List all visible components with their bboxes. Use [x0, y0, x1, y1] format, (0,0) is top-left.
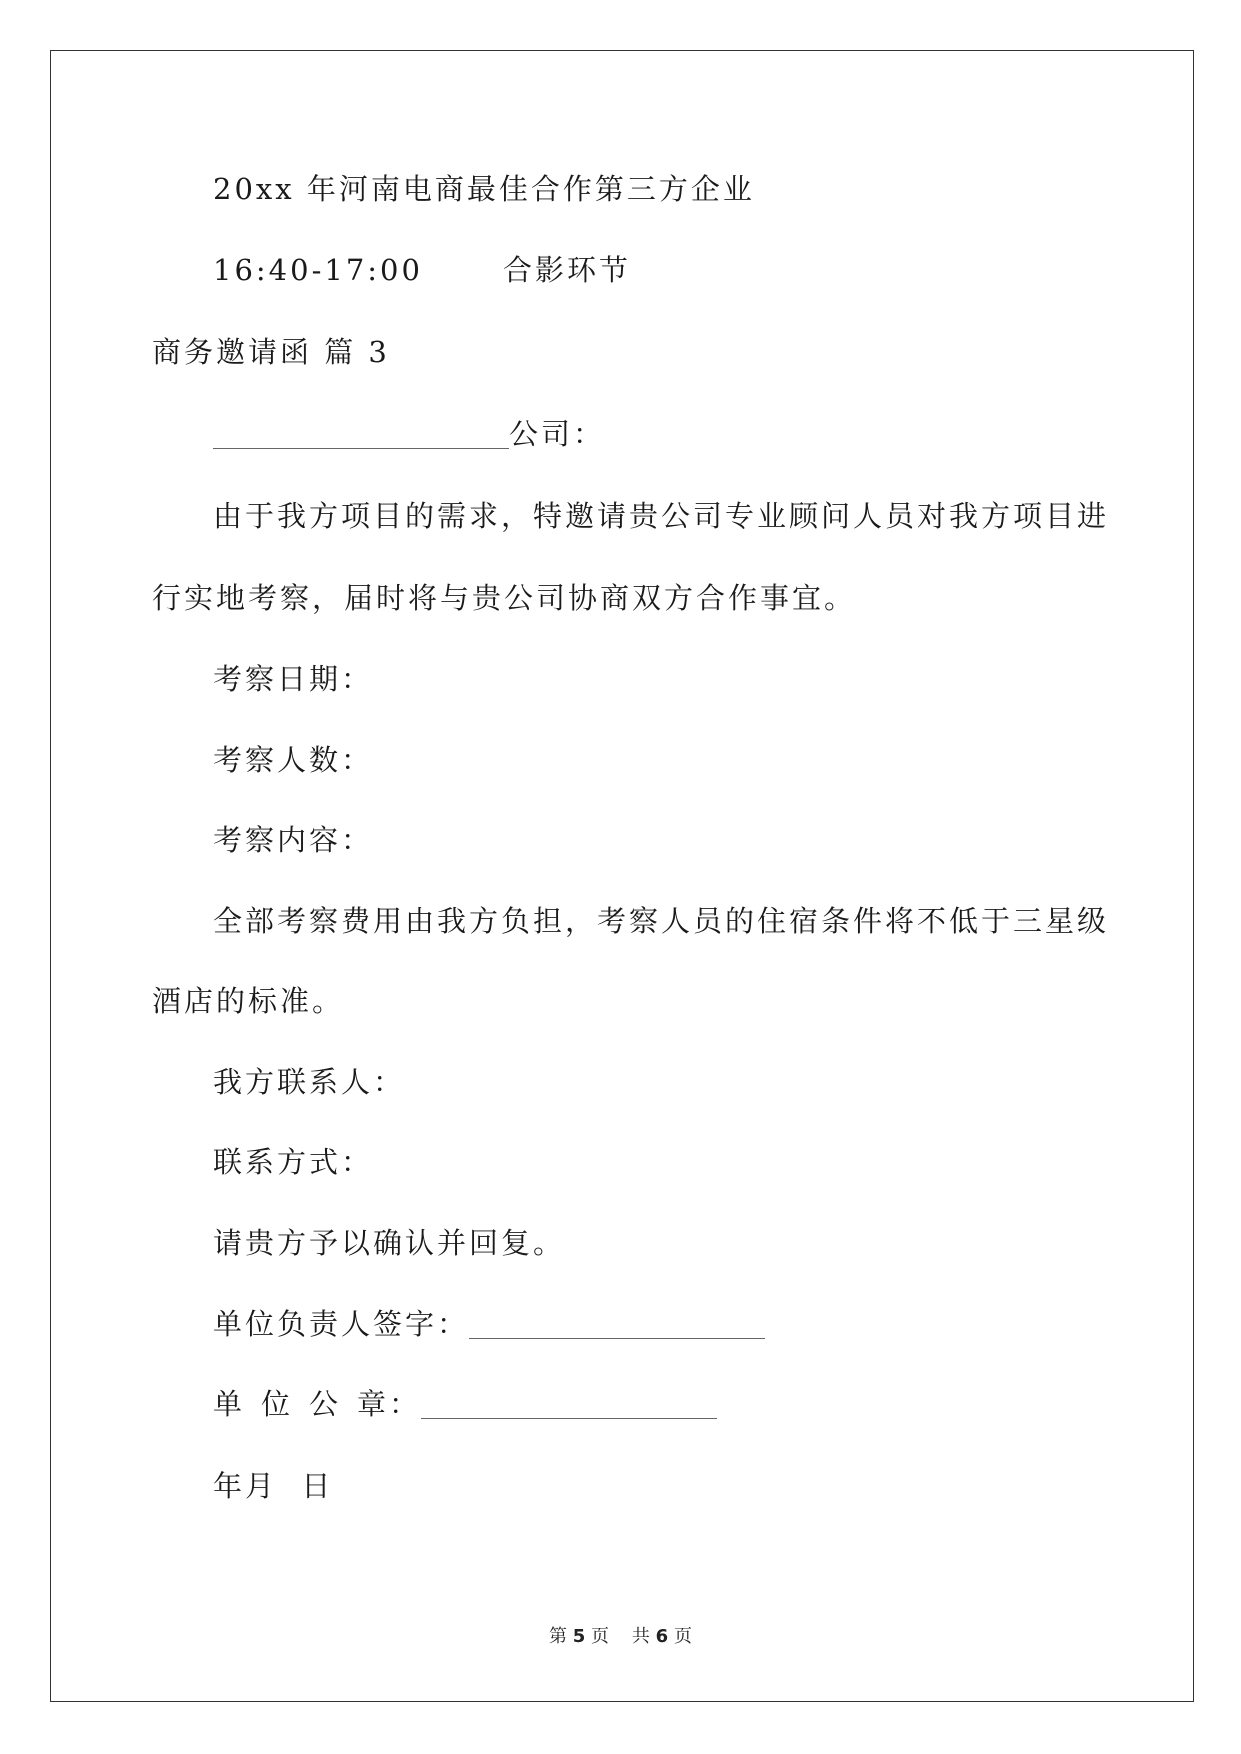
body-paragraph-1-line-1: 由于我方项目的需求，特邀请贵公司专业顾问人员对我方项目进 [213, 499, 1110, 533]
schedule-line [213, 253, 631, 287]
signature-line [213, 1307, 765, 1341]
section-title: 商务邀请函 篇 3 [152, 335, 390, 369]
recipient-line [213, 417, 606, 451]
body-paragraph-2-line-2: 酒店的标准。 [152, 984, 345, 1018]
seal-char-3: 公 [309, 1387, 342, 1421]
body-paragraph-2-line-1: 全部考察费用由我方负担，考察人员的住宿条件将不低于三星级 [213, 904, 1110, 938]
seal-char-4: 章： [357, 1387, 422, 1421]
seal-blank[interactable] [421, 1390, 717, 1419]
recipient-blank[interactable] [213, 420, 509, 449]
award-line: 20xx 年河南电商最佳合作第三方企业 [213, 172, 755, 206]
footer-current-page: 5 [572, 1626, 586, 1647]
recipient-suffix: 公司： [509, 417, 606, 451]
schedule-item: 合影环节 [502, 253, 631, 287]
inspect-date-label: 考察日期： [213, 662, 374, 696]
footer-prefix: 第 [549, 1626, 568, 1647]
footer-mid: 页 共 [591, 1626, 650, 1647]
page-footer [0, 1622, 1241, 1648]
body-paragraph-1-line-2: 行实地考察，届时将与贵公司协商双方合作事宜。 [152, 581, 857, 615]
page-frame [50, 50, 1194, 1702]
seal-line [213, 1387, 717, 1421]
confirm-request: 请贵方予以确认并回复。 [213, 1226, 566, 1260]
seal-char-1: 单 [213, 1387, 246, 1421]
inspect-content-label: 考察内容： [213, 823, 374, 857]
seal-char-2: 位 [261, 1387, 294, 1421]
inspect-people-label: 考察人数： [213, 743, 374, 777]
contact-person-label: 我方联系人： [213, 1065, 406, 1099]
signature-label: 单位负责人签字： [213, 1307, 470, 1341]
footer-total-pages: 6 [655, 1626, 669, 1647]
contact-method-label: 联系方式： [213, 1145, 374, 1179]
schedule-time: 16:40-17:00 [213, 253, 423, 287]
date-line: 年月 日 [213, 1469, 334, 1503]
footer-suffix: 页 [673, 1626, 692, 1647]
signature-blank[interactable] [469, 1310, 765, 1339]
